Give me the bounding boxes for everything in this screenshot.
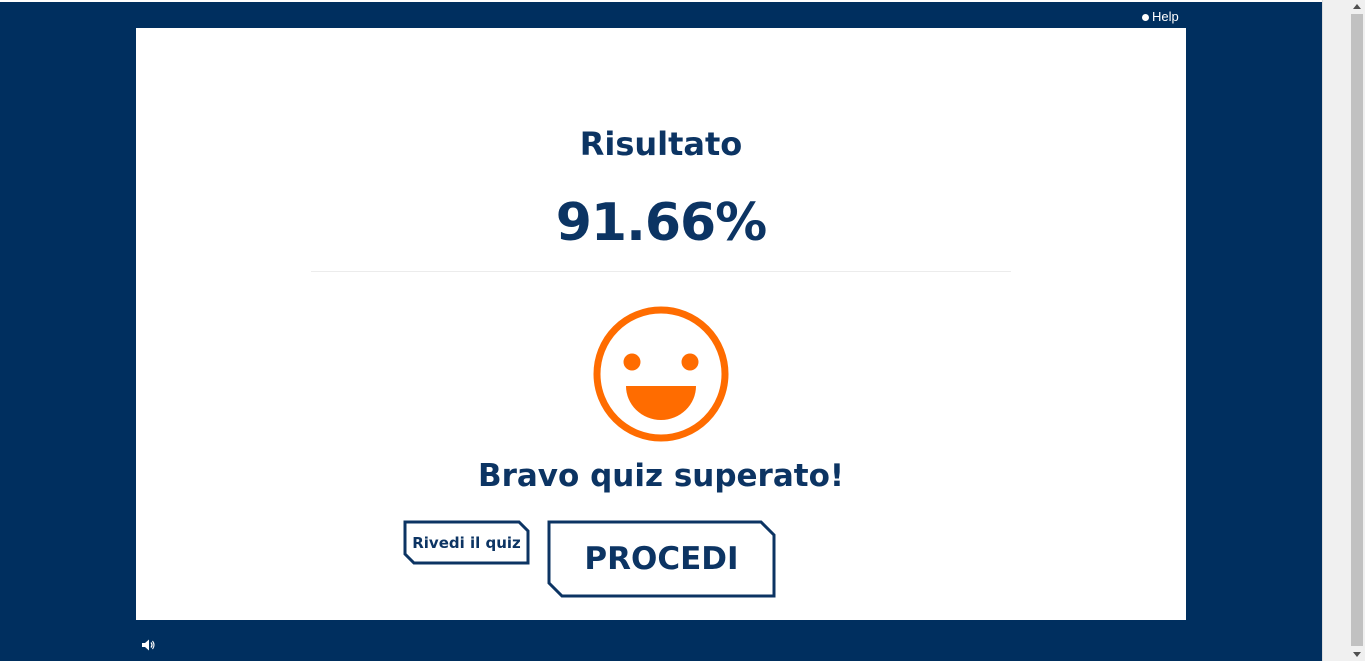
scroll-down-arrow-icon[interactable] <box>1350 648 1364 660</box>
bullet-dot-icon <box>1142 14 1149 21</box>
help-label: Help <box>1152 9 1179 24</box>
smiley-right-eye <box>682 354 699 371</box>
result-panel <box>136 28 1186 620</box>
scrollbar-border <box>1322 0 1323 661</box>
smiley-face-icon <box>591 304 731 444</box>
player-frame <box>0 2 1322 661</box>
smiley-left-eye <box>624 354 641 371</box>
review-quiz-label: Rivedi il quiz <box>412 533 521 552</box>
proceed-label: PROCEDI <box>584 541 739 577</box>
speaker-icon[interactable] <box>141 638 155 652</box>
smiley-mouth <box>626 386 696 420</box>
divider <box>311 271 1011 272</box>
result-message: Bravo quiz superato! <box>477 458 845 494</box>
scrollbar-thumb[interactable] <box>1351 14 1363 646</box>
result-title: Risultato <box>579 125 743 163</box>
help-link[interactable] <box>1142 10 1179 24</box>
scroll-up-arrow-icon[interactable] <box>1350 0 1364 12</box>
proceed-button[interactable] <box>547 520 776 598</box>
result-score: 91.66% <box>555 193 767 253</box>
vertical-scrollbar[interactable] <box>1322 0 1365 661</box>
review-quiz-button[interactable] <box>403 520 530 565</box>
